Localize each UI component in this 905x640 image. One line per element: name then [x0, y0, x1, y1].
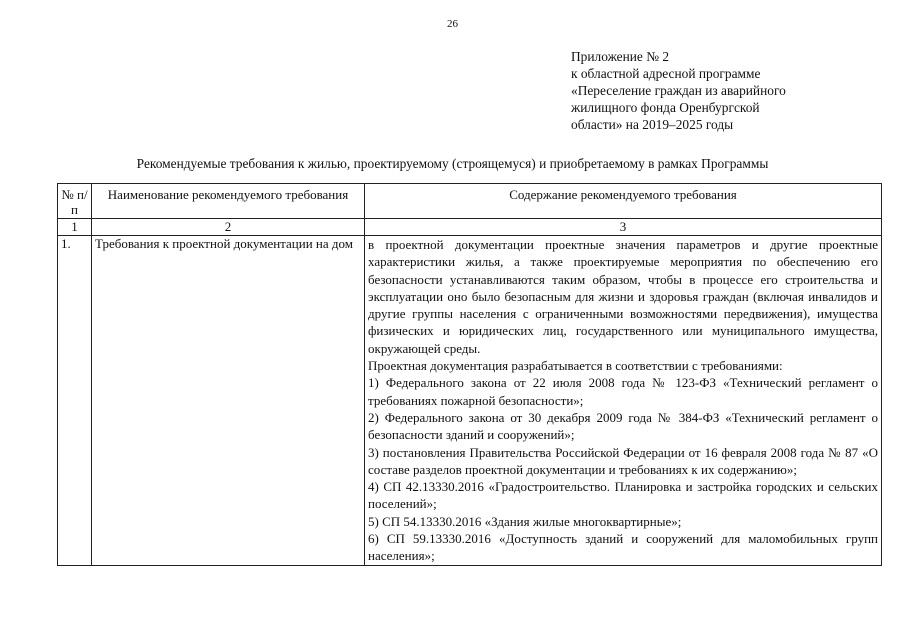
column-number: 2	[92, 219, 365, 236]
appendix-line: жилищного фонда Оренбургской	[571, 100, 760, 115]
table-header-row	[58, 184, 882, 219]
document-title: Рекомендуемые требования к жилью, проектируемому (строящемуся) и приобретаемому в рамках Программы	[136, 156, 769, 171]
content-paragraph: 5) СП 54.13330.2016 «Здания жилые многоквартирные»;	[368, 513, 682, 529]
appendix-note	[571, 48, 786, 133]
content-paragraph: 4) СП 42.13330.2016 «Градостроительство. Планировка и застройка городских и сельских поселений»;	[368, 479, 878, 512]
column-number-row	[58, 219, 882, 236]
column-number: 3	[365, 219, 882, 236]
content-paragraph: 3) постановления Правительства Российской Федерации от 16 февраля 2008 года № 87 «О составе разделов проектной документации и требованиях к их содержанию»;	[368, 444, 878, 477]
appendix-line: к областной адресной программе	[571, 66, 761, 81]
page-number: 26	[447, 18, 458, 30]
content-paragraph: 6) СП 59.13330.2016 «Доступность зданий и сооружений для маломобильных групп населения»;	[368, 531, 878, 564]
header-requirement-name: Наименование рекомендуемого требования	[92, 184, 365, 219]
content-paragraph: в проектной документации проектные значения параметров и другие проектные характеристики жилья, а также проектируемые мероприятия по обеспечению его безопасности устанавливаются таким образом, чтобы в процессе его строительства и эксплуатации оно было безопасным для жизни и здоровья граждан (включая инвалидов и другие группы населения с ограниченными возможностями передвижения), имущества физических и юридических лиц, государственного или муниципального имущества, окружающей среды.	[368, 237, 878, 356]
table-row	[58, 236, 882, 566]
column-number: 1	[58, 219, 92, 236]
row-number: 1.	[58, 236, 92, 566]
appendix-line: Приложение № 2	[571, 49, 670, 64]
header-number: № п/п	[58, 184, 92, 219]
row-requirement-content	[365, 236, 882, 566]
requirements-table	[57, 183, 882, 566]
header-requirement-content: Содержание рекомендуемого требования	[365, 184, 882, 219]
content-paragraph: 2) Федерального закона от 30 декабря 2009 года № 384-ФЗ «Технический регламент о безопасности зданий и сооружений»;	[368, 409, 878, 443]
content-paragraph: 1) Федерального закона от 22 июля 2008 года № 123-ФЗ «Технический регламент о требованиях пожарной безопасности»;	[368, 375, 878, 408]
row-requirement-name: Требования к проектной документации на дом	[92, 236, 365, 566]
content-paragraph: Проектная документация разрабатывается в соответствии с требованиями:	[368, 358, 783, 374]
appendix-line: «Переселение граждан из аварийного	[571, 83, 786, 98]
appendix-line: области» на 2019–2025 годы	[571, 117, 734, 132]
